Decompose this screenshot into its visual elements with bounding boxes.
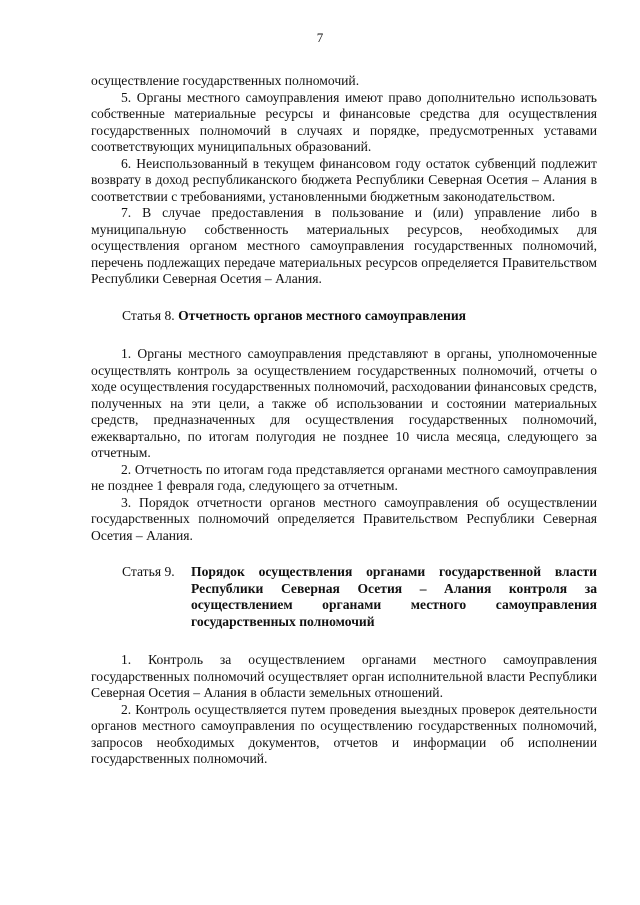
paragraph-item-6: 6. Неиспользованный в текущем финансовом году остаток субвенций подлежит возврату в доход республиканского бюджета Республики Северная Осетия – Алания в соответствии с требованиями, установленными бюджетным законодательством. [91,155,597,204]
article-8-prefix: Статья 8. [122,307,175,323]
article-9-prefix: Статья 9. [122,564,175,579]
article-8-paragraph-2: 2. Отчетность по итогам года представляется органами местного самоуправления не позднее 1 февраля года, следующего за отчетным. [91,461,597,493]
page-number: 7 [316,30,324,45]
document-body [91,73,597,768]
article-9-paragraph-1: 1. Контроль за осуществлением органами местного самоуправления государственных полномочий осуществляет орган исполнительной власти Республики Северная Осетия – Алания в области земельных отношений. [91,652,597,700]
article-8-paragraph-3: 3. Порядок отчетности органов местного самоуправления об осуществлении государственных полномочий определяется Правительством Республики Северная Осетия – Алания. [91,494,597,543]
article-9-heading [91,564,597,630]
article-9-paragraph-2: 2. Контроль осуществляется путем проведения выездных проверок деятельности органов местного самоуправления по осуществлению государственных полномочий, запросов необходимых документов, отчетов и информации об исполнении государственных полномочий. [91,701,597,766]
article-8-title: Отчетность органов местного самоуправления [178,307,467,323]
article-8-paragraph-1: 1. Органы местного самоуправления представляют в органы, уполномоченные осуществлять контроль за осуществлением государственных полномочий, отчеты о ходе осуществления государственных полномочий, расходовании финансовых средств, полученных на эти цели, а также об использовании и состоянии материальных средств, предназначенных для осуществления государственных полномочий, ежеквартально, по итогам полугодия не позднее 10 числа месяца, следующего за отчетным. [91,346,597,460]
article-9-title: Порядок осуществления органами государственной власти Республики Северная Осетия – Алания контроля за осуществлением органами местного самоуправления государственных полномочий [191,564,597,629]
paragraph-continuation: осуществление государственных полномочий. [91,73,360,88]
paragraph-item-7: 7. В случае предоставления в пользование и (или) управление либо в муниципальную собственность материальных ресурсов, необходимых для осуществления органом местного самоуправления государственных полномочий, перечень подлежащих передаче материальных ресурсов определяется Правительством Республики Северная Осетия – Алания. [91,205,597,286]
article-8-heading [91,308,597,325]
paragraph-item-5: 5. Органы местного самоуправления имеют право дополнительно использовать собственные материальные ресурсы и финансовые средства для осуществления государственных полномочий в случаях и порядке, предусмотренных уставами соответствующих муниципальных образований. [91,89,597,154]
